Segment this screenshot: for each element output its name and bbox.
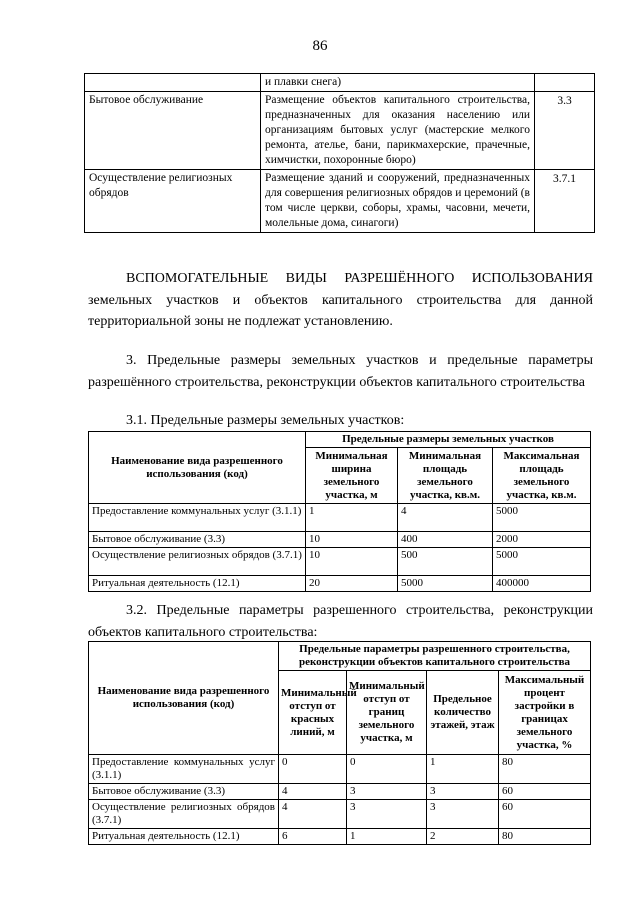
value-cell: 3 [347, 800, 427, 829]
value-cell: 10 [306, 532, 398, 548]
value-cell: 20 [306, 576, 398, 592]
value-cell: 4 [279, 784, 347, 800]
header-use-name: Наименование вида разрешенного использования (код) [89, 432, 306, 504]
table-row [89, 784, 591, 800]
value-cell: 60 [499, 800, 591, 829]
use-name-cell: Бытовое обслуживание (3.3) [89, 784, 279, 800]
value-cell: 2000 [493, 532, 591, 548]
section-3-2-heading [88, 600, 593, 643]
construction-parameters-table [88, 641, 591, 845]
table-header-row [89, 642, 591, 671]
section-3-heading [88, 350, 593, 393]
use-description-cell: и плавки снега) [261, 74, 535, 92]
table-row [89, 800, 591, 829]
value-cell: 4 [398, 504, 493, 532]
use-code-cell [535, 74, 595, 92]
value-cell: 500 [398, 548, 493, 576]
header-min-width: Минимальная ширина земельного участка, м [306, 448, 398, 504]
table-row [89, 532, 591, 548]
table-row [89, 576, 591, 592]
use-name-cell: Осуществление религиозных обрядов (3.7.1) [89, 800, 279, 829]
auxiliary-uses-text: ВСПОМОГАТЕЛЬНЫЕ ВИДЫ РАЗРЕШЁННОГО ИСПОЛЬЗОВАНИЯ земельных участков и объектов капитального строительства для данной территориальной зоны не подлежат установлению. [88, 271, 593, 329]
page-number: 86 [312, 38, 328, 54]
value-cell: 3 [347, 784, 427, 800]
table-header-row [89, 432, 591, 448]
value-cell: 400 [398, 532, 493, 548]
use-code-cell: 3.7.1 [535, 170, 595, 233]
use-name-cell: Ритуальная деятельность (12.1) [89, 829, 279, 845]
value-cell: 6 [279, 829, 347, 845]
value-cell: 5000 [493, 548, 591, 576]
value-cell: 5000 [398, 576, 493, 592]
value-cell: 0 [347, 755, 427, 784]
value-cell: 5000 [493, 504, 591, 532]
section-3-2-text: 3.2. Предельные параметры разрешенного строительства, реконструкции объектов капитального строительства: [88, 603, 593, 640]
header-min-setback-red-lines: Минимальный отступ от красных линий, м [279, 671, 347, 755]
value-cell: 1 [347, 829, 427, 845]
value-cell: 80 [499, 829, 591, 845]
table-row [85, 170, 595, 233]
header-min-setback-plot: Минимальный отступ от границ земельного участка, м [347, 671, 427, 755]
use-name-cell [85, 74, 261, 92]
use-name-cell: Осуществление религиозных обрядов (3.7.1) [89, 548, 306, 576]
table-row [89, 548, 591, 576]
permitted-use-table [84, 73, 595, 233]
value-cell: 0 [279, 755, 347, 784]
value-cell: 1 [427, 755, 499, 784]
value-cell: 4 [279, 800, 347, 829]
header-max-coverage: Максимальный процент застройки в границах земельного участка, % [499, 671, 591, 755]
land-plot-size-table [88, 431, 591, 592]
use-name-cell: Предоставление коммунальных услуг (3.1.1) [89, 755, 279, 784]
table-row [89, 829, 591, 845]
header-min-area: Минимальная площадь земельного участка, кв.м. [398, 448, 493, 504]
section-3-1-text: 3.1. Предельные размеры земельных участков: [126, 413, 405, 428]
value-cell: 80 [499, 755, 591, 784]
auxiliary-uses-paragraph [88, 268, 593, 333]
use-name-cell: Бытовое обслуживание [85, 92, 261, 170]
value-cell: 10 [306, 548, 398, 576]
value-cell: 2 [427, 829, 499, 845]
value-cell: 1 [306, 504, 398, 532]
use-name-cell: Предоставление коммунальных услуг (3.1.1) [89, 504, 306, 532]
header-group: Предельные параметры разрешенного строительства, реконструкции объектов капитального строительства [279, 642, 591, 671]
use-code-cell: 3.3 [535, 92, 595, 170]
value-cell: 60 [499, 784, 591, 800]
header-group: Предельные размеры земельных участков [306, 432, 591, 448]
use-name-cell: Ритуальная деятельность (12.1) [89, 576, 306, 592]
value-cell: 400000 [493, 576, 591, 592]
value-cell: 3 [427, 784, 499, 800]
table-row [85, 92, 595, 170]
table-row [89, 755, 591, 784]
use-description-cell: Размещение зданий и сооружений, предназначенных для совершения религиозных обрядов и церемоний (в том числе церкви, соборы, храмы, часовни, мечети, молельные дома, синагоги) [261, 170, 535, 233]
header-use-name: Наименование вида разрешенного использования (код) [89, 642, 279, 755]
table-row [85, 74, 595, 92]
header-max-area: Максимальная площадь земельного участка, кв.м. [493, 448, 591, 504]
use-name-cell: Осуществление религиозных обрядов [85, 170, 261, 233]
use-name-cell: Бытовое обслуживание (3.3) [89, 532, 306, 548]
header-max-floors: Предельное количество этажей, этаж [427, 671, 499, 755]
table-row [89, 504, 591, 532]
section-3-text: 3. Предельные размеры земельных участков и предельные параметры разрешённого строительства, реконструкции объектов капитального строительства [88, 353, 593, 390]
value-cell: 3 [427, 800, 499, 829]
section-3-1-heading [88, 410, 593, 432]
use-description-cell: Размещение объектов капитального строительства, предназначенных для оказания населению или организациям бытовых услуг (мастерские мелкого ремонта, ателье, бани, парикмахерские, прачечные, химчистки, похоронные бюро) [261, 92, 535, 170]
